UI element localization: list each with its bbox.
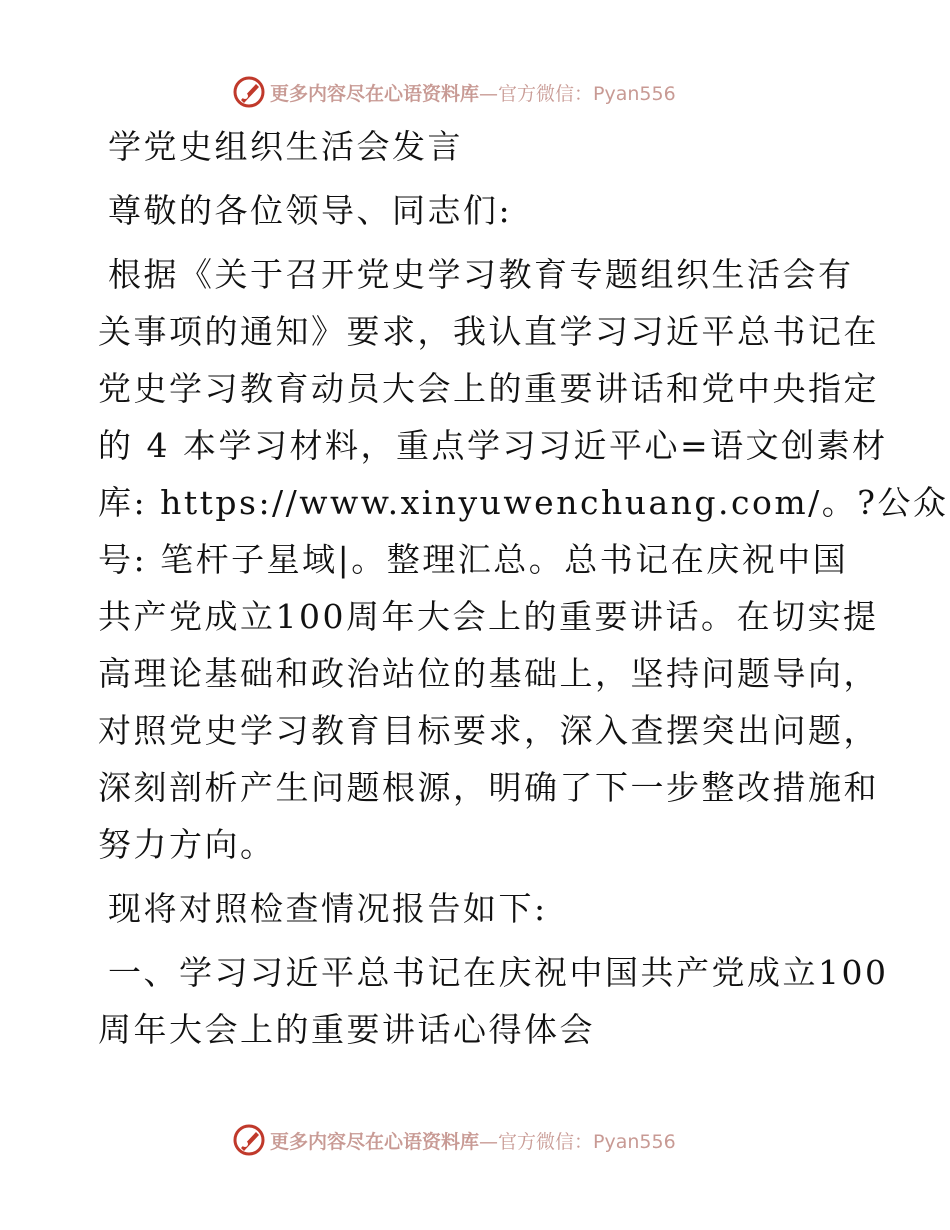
paragraph-line: 对照党史学习教育目标要求，深入查摆突出问题， (98, 711, 879, 750)
paragraph-line: 深刻剖析产生问题根源，明确了下一步整改措施和 (98, 768, 879, 807)
paragraph-intro (98, 246, 949, 873)
paragraph-line: 努力方向。 (98, 825, 276, 864)
paragraph-line: 关事项的通知》要求，我认直学习习近平总书记在 (98, 312, 879, 351)
report-intro: 现将对照检查情况报告如下: (108, 889, 548, 928)
pen-logo-icon (232, 1123, 266, 1157)
document-body (98, 118, 949, 1058)
paragraph-line: 根据《关于召开党史学习教育专题组织生活会有 (108, 255, 854, 294)
watermark-sub-text: —官方微信：Pyan556 (479, 1130, 676, 1153)
header-watermark (232, 72, 676, 112)
paragraph-line: 高理论基础和政治站位的基础上，坚持问题导向， (98, 654, 879, 693)
pen-logo-icon (232, 75, 266, 109)
salutation: 尊敬的各位领导、同志们: (108, 191, 513, 230)
footer-watermark (232, 1120, 676, 1160)
watermark-main-text: 更多内容尽在心语资料库 (270, 82, 480, 105)
watermark-sub-text: —官方微信：Pyan556 (479, 82, 676, 105)
heading-line: 周年大会上的重要讲话心得体会 (98, 1010, 595, 1049)
document-title: 学党史组织生活会发言 (108, 127, 463, 166)
watermark-main-text: 更多内容尽在心语资料库 (270, 1130, 480, 1153)
paragraph-line: 号: 笔杆子星域|。整理汇总。总书记在庆祝中国 (98, 540, 849, 579)
paragraph-line: 共产党成立100周年大会上的重要讲话。在切实提 (98, 597, 879, 636)
paragraph-line: 的 4 本学习材料，重点学习习近平心=语文创素材 (98, 426, 888, 465)
paragraph-line: 党史学习教育动员大会上的重要讲话和党中央指定 (98, 369, 879, 408)
paragraph-line: 库: https://www.xinyuwenchuang.com/。?公众 (98, 483, 949, 522)
heading-line: 一、学习习近平总书记在庆祝中国共产党成立100 (108, 953, 889, 992)
section-heading-1 (98, 944, 889, 1058)
